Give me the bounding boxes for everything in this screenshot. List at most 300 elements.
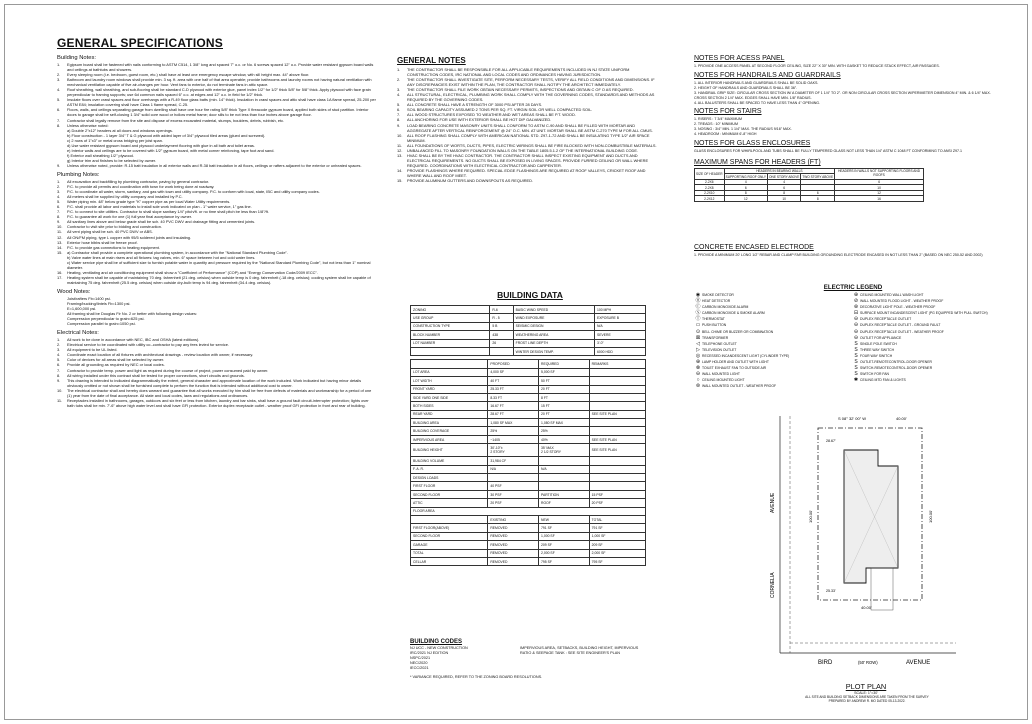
table-cell: FIRST FLOOR xyxy=(411,482,488,490)
glass-title: NOTES FOR GLASS ENCLOSURES xyxy=(694,140,811,148)
table-row xyxy=(411,515,646,523)
legend-symbol-icon: S xyxy=(854,346,858,353)
legend-label: SURFACE MOUNT INCANDESCENT LIGHT (PG EQUIPPED WITH PULL SWITCH) xyxy=(860,311,988,316)
legend-symbol-icon: Ⓒ xyxy=(695,304,701,311)
note-number: 8. xyxy=(397,117,401,123)
table-row xyxy=(411,474,646,482)
note-number: 4. xyxy=(57,194,61,200)
table-cell: 50 FT xyxy=(539,377,590,385)
legend-label: TELEVISION OUTLET xyxy=(702,347,737,352)
table-cell: TOTAL xyxy=(411,549,488,557)
table-cell: 1,080 SF MAX xyxy=(539,419,590,427)
legend-symbol-icon: ⊛ xyxy=(853,304,859,311)
note-text: P.C. to connect to site utilities. Contractor to shall slope sanitary 1/4" pitch/ft. or no time shall pitch be less than 1/8"/ft. xyxy=(67,209,269,215)
table-cell: 8 xyxy=(801,196,835,202)
table-cell: R - 5 xyxy=(490,314,513,322)
list-text: E=1,600,000 psi. xyxy=(67,306,97,312)
table-cell: 2-2X12 xyxy=(695,196,725,202)
building-codes-title: BUILDING CODES xyxy=(410,639,463,645)
table-cell: USE GROUP xyxy=(411,314,490,322)
table-cell xyxy=(589,457,645,465)
note-text: Receptacles installed in bathrooms, garages, outdoors and six feet or less from kitchen, laundry and bar sinks, shall have a ground fault circuit-interrupter protection; lights over bath tubs shall be min. 7'-6" above high water level and shall have GFI protection. Exterior duplex receptacle outlet - weather proof GFI protection in front and rear of building. xyxy=(67,397,369,408)
list-text: Joist/rafters Fb=1400 psi. xyxy=(67,295,111,301)
table-cell xyxy=(589,419,645,427)
note-number: 1. xyxy=(57,178,61,184)
legend-symbol-icon: S xyxy=(854,340,858,347)
note-text: Roof sheathing, wall sheathing, and sub-flooring shall be standard C-D plywood with exterior glue, panel index 1/2" for 1/2" thick 5/8" for 5/8" thick. Apply plywood with face grain perpendicular to framing supports; use 6d common nails spaced 6" o.c. at edges and 12" o.c. in field for 1/2" thick. xyxy=(67,87,371,98)
note-item xyxy=(57,398,377,408)
table-cell: 2,000 SF xyxy=(589,549,645,557)
note-item xyxy=(397,67,659,77)
table-cell: 20 FT xyxy=(539,385,590,393)
legend-symbol-icon: ◎ xyxy=(695,352,701,359)
table-cell: LOT NUMBER xyxy=(411,339,490,347)
note-text: THE CONTRACTOR SHALL FILE WORK OBTAIN NECESSARY PERMITS, INSPECTIONS AND OBTAIN C OF O AS REQUIRED. xyxy=(407,87,634,93)
table-cell: 10 xyxy=(768,196,801,202)
table-cell: 791 SF xyxy=(539,524,590,532)
note-number: 2. xyxy=(397,77,401,83)
legend-label: RECESSED INCANDESCENT LIGHT (CYLINDER TYPE) xyxy=(702,353,790,358)
legend-symbol-icon: S xyxy=(854,371,858,378)
table-cell: 8 xyxy=(768,190,801,196)
note-number: 5. xyxy=(397,102,401,108)
note-text: Coordinate exact location of all fixtures with architectural drawings - review location with owner, if necessary. xyxy=(67,352,254,358)
table-cell: BUILDING HEIGHT xyxy=(411,444,488,457)
note-text: d) Use water resistant gypsum board and plywood underlayment flooring with glue in all bath and toilet areas. xyxy=(67,142,255,148)
general-specifications-title: GENERAL SPECIFICATIONS xyxy=(57,36,223,50)
legend-label: SMOKE DETECTOR xyxy=(702,293,734,297)
front-setback: 25.33' xyxy=(826,589,836,593)
headers-col-not-supporting: HEADERS IN WALLS NOT SUPPORTING FLOORS AND ROOFS xyxy=(835,168,924,179)
table-cell: REMOVED xyxy=(488,549,539,557)
note-text: Contractor shall legally remove from the site and dispose of excess excavated material, stumps, boulders, debris, rubbish, etc. xyxy=(67,117,285,123)
table-cell: SIDE YARD ONE SIDE xyxy=(411,393,488,401)
note-text: P.C. to guarantee all work for one (1) full year final acceptance by owner. xyxy=(67,214,192,220)
table-cell: 209 SF xyxy=(589,541,645,549)
table-cell: 6 xyxy=(768,185,801,191)
legend-label: THERMOSTAT xyxy=(702,317,725,322)
table-cell: FIRST FLOOR(ABOVE) xyxy=(411,524,488,532)
table-cell: 1,080 SF MAX xyxy=(488,419,539,427)
table-cell: SEE SITE PLAN xyxy=(589,444,645,457)
legend-symbol-icon: ⊟ xyxy=(853,310,859,317)
table-row xyxy=(411,427,646,435)
stairs-list xyxy=(694,117,994,137)
list-item: NSPC/2021 xyxy=(410,656,431,660)
note-number: 2. xyxy=(57,184,61,190)
electrical-notes-list xyxy=(57,337,377,408)
table-cell: 25% xyxy=(488,427,539,435)
stairs-title: NOTES FOR STAIRS xyxy=(694,108,762,116)
legend-symbol-icon: Ⓣ xyxy=(695,316,701,323)
table-row xyxy=(411,532,646,540)
table-cell: BOTH SIDES xyxy=(411,402,488,410)
electrical-notes-title: Electrical Notes: xyxy=(57,330,99,337)
table-cell xyxy=(411,347,490,355)
list-item: 4. ALL BALUSTERS SHALL BE SPACED TO HAVE LESS THAN 4" OPENING. xyxy=(694,100,821,105)
table-row xyxy=(411,524,646,532)
note-number: 9. xyxy=(57,377,61,383)
legend-label: WALL MOUNTED FLOOD LIGHT - WEATHER PROOF xyxy=(860,299,944,304)
table-cell: BUILDING AREA xyxy=(411,419,488,427)
side-street-label-2: AVENUE xyxy=(770,492,776,513)
table-cell: 2,000 SF xyxy=(539,549,590,557)
table-cell: 20 PSF xyxy=(488,499,539,507)
table-row xyxy=(411,419,646,427)
table-cell: SEVERE xyxy=(594,331,645,339)
headers-col-size: SIZE OF HEADER xyxy=(695,168,725,179)
table-cell: TOTAL xyxy=(589,515,645,523)
wood-notes-title: Wood Notes: xyxy=(57,288,91,295)
note-text: All sanitary lines above and below grade shall be sch. 40 PVC DWV and drainage fitting and cemented joints. xyxy=(67,219,256,225)
note-text: ALL FOUNDATIONS OF WORTS, DUCTS, PIPES, ELECTRIC WIRINGS SHALL BE FIRE BLOCKED WITH NON-COMBUSTIBLE MATERIALS. xyxy=(407,142,657,148)
legend-symbol-icon: ⊖ xyxy=(853,328,859,335)
building-data xyxy=(410,287,650,677)
note-item xyxy=(397,153,659,168)
table-cell: REAR YARD xyxy=(411,410,488,418)
table-cell: 1,000 SF xyxy=(539,532,590,540)
list-text: Compression parallel to grain=1050 psi. xyxy=(67,321,136,327)
legend-label: FOUR WAY SWITCH xyxy=(860,353,893,358)
table-cell: F. A. R. xyxy=(411,465,488,473)
table-cell: 3'-0" xyxy=(594,339,645,347)
table-cell: 6 xyxy=(835,179,924,185)
note-number: 5. xyxy=(57,357,61,363)
note-text: ALL ROOF FLASHING SHALL COMPLY WITH AMERICAN NATIONAL STD. Z97-1-72 AND SHALL BE INSULATING TYPE 1/2" AIR SPACE MINIMUM. xyxy=(407,132,650,143)
note-item xyxy=(397,77,659,87)
driveway xyxy=(871,568,893,610)
note-number: 12. xyxy=(397,147,403,153)
note-number: 7. xyxy=(57,367,61,373)
note-item xyxy=(57,275,377,285)
legend-symbol-icon: ▭ xyxy=(695,322,701,329)
legend-label: SWITCH FOR FAN xyxy=(860,372,890,377)
table-cell: N/A xyxy=(594,322,645,330)
design-loads-rows xyxy=(411,482,646,507)
table-cell: 20 PSF xyxy=(589,499,645,507)
note-text: THE CONTRACTOR SHALL INVESTIGATE SITE, PERFORM NECESSARY TESTS, VERIFY ALL FIELD CONDITIONS AND DIMENSIONS. IF ANY DISCREPANCIES EXIST WITHIN THE PLAN, THE CONTRACTOR SHALL NOTIFY THE ARCHITECT IMMEDIATELY. xyxy=(407,77,655,88)
note-number: 5. xyxy=(57,199,61,205)
legend-symbol-icon: ▷ xyxy=(696,346,700,353)
note-number: 15. xyxy=(397,178,403,184)
table-cell: 4 xyxy=(724,179,767,185)
list-text: Framing/bucking/lintels Fb=1300 psi. xyxy=(67,301,131,307)
legend-label: CEILING MOUNTED LIGHT xyxy=(702,378,745,383)
note-text: Provide all grounding as required by NEC or local codes. xyxy=(67,362,165,368)
table-cell: GARAGE xyxy=(411,541,488,549)
note-item xyxy=(397,123,659,133)
table-cell: 40 FT xyxy=(488,377,539,385)
note-text: PROVIDE ALUMINUM GUTTERS AND DOWNSPOUTS AS REQUIRED. xyxy=(407,178,534,184)
top-dimension-2: 40.00' xyxy=(896,416,907,421)
note-text: Bathroom and laundry room windows shall provide min. 3 sq. ft. area with one half of that area operable; provide bathrooms and laundry rooms not having natural ventilation with mechanical ventilation capable of five air-changes per hour. Vent fans to exterior, do not terminate fans in attic space. xyxy=(67,77,372,88)
building-codes-side-note: IMPERVIOUS AREA, SETBACKS, BUILDING HEIGHT, IMPERVIOUS RATIO & SEEPAGE TANK : SEE SITE ENGINEER'S PLAN xyxy=(520,646,639,655)
legend-label: DUPLEX RECEPTACLE OUTLET xyxy=(860,317,912,322)
table-cell: 30'-10"± 2 STORY xyxy=(488,444,539,457)
legend-label: WALL MOUNTED OUTLET - WEATHER PROOF xyxy=(702,384,777,389)
legend-label: DECORATIVE LIGHT POLE - WEATHER PROOF xyxy=(860,305,936,310)
note-number: 13. xyxy=(57,239,63,245)
table-row xyxy=(411,465,646,473)
table-cell: REQUIRED xyxy=(539,360,590,368)
note-number: 4. xyxy=(57,87,61,93)
note-text: All wiring installed under this contract shall be tested for proper connections, short circuits and grounds. xyxy=(67,372,245,378)
headers-sub-one-story: ONE STORY ABOVE xyxy=(769,174,800,179)
note-text: All meters shall be supplied by utility company and installed by P.C. xyxy=(67,194,183,200)
table-cell: 40% xyxy=(539,435,590,443)
note-text: P.C. to coordinate all water, storm, sanitary, and gas with town and utility company. P.C. to conform with local, state, IBC and utility company codes. xyxy=(67,189,320,195)
building-data-rows xyxy=(411,368,646,482)
table-cell xyxy=(411,515,488,523)
note-text: All excavation and backfilling by plumbing contractor, paving by general contractor. xyxy=(67,178,210,184)
rear-setback: 28.67' xyxy=(826,439,836,443)
table-cell: SECOND FLOOR xyxy=(411,490,488,498)
table-row xyxy=(411,541,646,549)
legend-symbol-icon: Ⓢ xyxy=(695,310,701,317)
note-text: a) Contractor shall provide a complete operational plumbing system, in accordance with the "National Standard Plumbing Code". xyxy=(67,249,288,255)
table-cell: PROPOSED xyxy=(488,360,539,368)
floor-area-header xyxy=(411,515,646,523)
note-text: SOIL BEARING CAPACITY ASSUMED 2 TONS PER SQ. FT. VIRGIN SOIL OR WELL COMPACTED SOIL. xyxy=(407,107,593,113)
plumbing-notes-list xyxy=(57,179,377,285)
list-item: 1. RISERS : 7 3/4" MAXIMUM xyxy=(694,117,743,122)
table-cell: WINTER DESIGN TEMP. xyxy=(513,347,594,355)
right-dimension: 100.00' xyxy=(928,510,933,523)
note-text: c) 2 rows of 1"x3" or metal cross bridging per joist span. xyxy=(67,137,163,143)
handrails-list xyxy=(694,81,994,106)
electric-legend xyxy=(694,281,1012,399)
table-cell: BUILDING VOLUME xyxy=(411,457,488,465)
legend-label: TOILET EXHAUST FAN TO OUTSIDE AIR xyxy=(702,366,767,371)
table-cell: N/A xyxy=(539,465,590,473)
legend-symbol-icon: ◁ xyxy=(696,340,700,347)
table-row xyxy=(411,482,646,490)
table-row xyxy=(411,499,646,507)
legend-symbol-icon: ⊖ xyxy=(695,371,701,378)
note-text: ALL WOOD STRUCTURES EXPOSED TO WEATHER AND WET AREAS SHALL BE P.T. WOOD. xyxy=(407,112,576,118)
note-item xyxy=(57,163,377,168)
legend-symbol-icon: Ⓗ xyxy=(695,298,701,305)
note-text: LOAD BEARING CONCRETE MASONRY UNITS SHALL CONFORM TO ASTM C-90 AND SHALL BE FILLED WITH MORTAR AND AGGREGATE AFTER VERTICAL REINFORCEMENT @ 24" O.C. MIN. AT UNIT. MORTAR SHALL BE ASTM C-270 TYPE M FOR ALL CMUS. xyxy=(407,122,653,133)
table-row xyxy=(411,347,646,355)
table-cell: BUILDING COVERAGE xyxy=(411,427,488,435)
note-text: Water piping min. 48" below grade type "K" copper pipe as per local Water Utility requirements. xyxy=(67,199,231,205)
table-row xyxy=(411,393,646,401)
table-cell: 8.33 FT xyxy=(488,393,539,401)
note-text: All ON/FM piping, type L copper with 95/5 soldered joints and insulating. xyxy=(67,234,191,240)
table-cell: EXISTING xyxy=(488,515,539,523)
legend-label: WALL MOUNTED LIGHT xyxy=(702,372,740,377)
note-text: UNBALANCED FILL TO MASONRY FOUNDATION WALLS ON THE TABLE 1805.5.1.2 OF THE INTERNATIONAL BUILDING CODE. xyxy=(407,147,639,153)
table-cell: 791 SF xyxy=(589,524,645,532)
table-cell: 31,984 CF xyxy=(488,457,539,465)
avenue-name: AVENUE xyxy=(906,660,931,666)
floor-area-title-row xyxy=(411,507,646,515)
legend-label: CARBON MONOXIDE ALARM xyxy=(702,305,749,310)
table-cell: DESIGN LOADS xyxy=(411,474,488,482)
headers-col-bearing: HEADERS IN BEARING WALLS xyxy=(724,168,835,174)
street-row: (50' ROW) xyxy=(858,660,878,665)
table-cell: FROST LINE DEPTH xyxy=(513,339,594,347)
wood-notes-list xyxy=(57,296,377,326)
table-cell: 2-2X10 xyxy=(695,190,725,196)
legend-symbol-icon: ⊖ xyxy=(853,322,859,329)
note-text: All work to be done in accordance with NEC, IBC and OSHA (latest editions). xyxy=(67,337,200,343)
table-cell: ~1405 xyxy=(488,435,539,443)
note-text: HVAC SHALL BE BY THE HVAC CONTRACTOR. THE CONTRACTOR SHALL INSPECT EXISTING EQUIPMENT AND DUCTS AND ELECTRICAL REQUIREMENTS. NO DUCTS SHALL BE EXPOSED IN LIVING SPACES. PROVIDE FURRED CEILING OR WALL WHERE REQUIRED. COORDINATIONS WITH ELECTRICAL CONTRACTOR AND CARPENTER. xyxy=(407,152,649,168)
electric-legend-title: ELECTRIC LEGEND xyxy=(823,284,883,291)
note-text: e) Interior walls and ceilings are to be covered with 1/2" gypsum board, with metal corner reinforcing, tape foot and sand. xyxy=(67,147,275,153)
note-number: 7. xyxy=(397,112,401,118)
building-data-title: BUILDING DATA xyxy=(497,290,563,300)
note-number: 5. xyxy=(57,97,61,103)
table-cell: BLOCK NUMBER xyxy=(411,331,490,339)
note-text: PROVIDE FLASHINGS WHERE REQUIRED. SPECIAL EDGE FLASHINGS ARE REQUIRED AT ROOF VALLEYS, CRICKET ROOF AND WHERE WALL AND ROOF MEET. xyxy=(407,167,646,178)
note-text: Unless otherwise noted: xyxy=(67,122,109,128)
concrete-text: 1. PROVIDE A MINIMUM 20' LONG 1/2" REBAR AND CLAMP FAR BUILDING GROUNDING ELECTRODE ENCASED IN NOT LESS THAN 2" (BASED ON NEC 250-52 AND 2002) xyxy=(694,253,983,257)
building-codes xyxy=(410,636,660,706)
table-cell xyxy=(589,377,645,385)
legend-label: DUPLEX RECEPTACLE OUTLET - WEATHER PROOF xyxy=(860,329,944,334)
note-number: 10. xyxy=(397,132,403,138)
plot-plan-title: PLOT PLAN xyxy=(845,682,887,691)
table-cell: CELLAR xyxy=(411,557,488,565)
note-number: 17. xyxy=(57,274,63,280)
table-cell: SEISMIC DESIGN xyxy=(513,322,594,330)
table-cell: CONSTRUCTION TYPE xyxy=(411,322,490,330)
table-row xyxy=(411,444,646,457)
note-text: ALL ANCHORING FOR USE WITH EXTERIOR SHALL BE HOT DIP GALVANIZED. xyxy=(407,117,552,123)
table-row xyxy=(411,557,646,565)
note-text: Floors, walls, and ceilings separating garage from dwelling shall have one hour fire rating 5/8" thick Type X fireacode gypsum board, applied both sides of stud partition. Interior doors to garage shall be self-closing 1 3/4" solid core wood or hollow metal frame; door sills to be not less than four inches above garage floor. xyxy=(67,107,369,118)
legend-symbol-icon: S xyxy=(854,365,858,372)
table-row xyxy=(411,306,646,314)
general-specifications xyxy=(57,36,377,706)
table-cell xyxy=(589,465,645,473)
note-number: 10. xyxy=(57,224,63,230)
note-number: 14. xyxy=(397,167,403,173)
floor-area-title: FLOOR AREA xyxy=(411,507,646,515)
note-item xyxy=(57,97,377,107)
note-text: f) Exterior wall sheathing 1/2" plywood. xyxy=(67,152,134,158)
note-number: 9. xyxy=(57,219,61,225)
note-text: Heating, ventilating and air conditioning equipment shall show a "Coefficient of Performance" (COP) and "Energy Conservation Code/2009 IECC". xyxy=(67,269,318,275)
general-notes xyxy=(397,53,659,253)
list-item: 3. NOSING : 3/4" MIN. 1 1/4" MAX. THE RADIUS 9/16" MAX. xyxy=(694,127,792,132)
table-row xyxy=(411,368,646,376)
note-item xyxy=(57,87,377,97)
note-number: 12. xyxy=(57,234,63,240)
table-row xyxy=(411,322,646,330)
note-text: P.C. to provide all permits and coordination with town for work being done at roadway. xyxy=(67,184,215,190)
note-text: Insulate floors over crawl spaces and floor overhangs with a R-49 floor glass batts (min. 14" thick). Insulation in crawl spaces and attic shall have class 1A flame spread, 25-200 per ASTM E84; insulation covering shall have Class 1 flame spread, C-25. xyxy=(67,97,376,108)
table-cell xyxy=(589,385,645,393)
handrails-title: NOTES FOR HANDRAILS AND GUARDRAILS xyxy=(694,71,841,79)
note-text: c) Water service pipe shall be of sufficient size to furnish potable water in quantity and pressure required by the "National Standard Plumbing Code", but not less than 1" nominal diameter. xyxy=(67,259,371,270)
table-cell: 795 SF xyxy=(539,557,590,565)
legend-symbol-icon: ⊖ xyxy=(853,334,859,341)
table-cell: REMOVED xyxy=(488,541,539,549)
table-cell: LOT AREA xyxy=(411,368,488,376)
table-row xyxy=(411,490,646,498)
note-item xyxy=(57,77,377,87)
note-number: 2. xyxy=(57,72,61,78)
legend-label: SWITCH-REMOTECONTROL-DOOR OPENER xyxy=(860,366,933,371)
table-row xyxy=(411,339,646,347)
list-item: NJ UCC - NEW CONSTRUCTION xyxy=(410,646,468,650)
plot-plan-drawing xyxy=(766,398,966,710)
note-text: b) Valve water lines at main risers and all fixtures: tag valves, min. 6" space between hot and cold water lines. xyxy=(67,254,256,260)
floor-area-rows xyxy=(411,524,646,566)
street-name: BIRD xyxy=(818,660,833,666)
table-cell: 2-2X8 xyxy=(695,185,725,191)
table-row xyxy=(411,385,646,393)
table-row xyxy=(411,314,646,322)
list-item: NEC/2020 xyxy=(410,661,428,665)
note-number: 9. xyxy=(397,122,401,128)
table-cell: 25% xyxy=(539,427,590,435)
table-cell: REMOVED xyxy=(488,557,539,565)
note-number: 2. xyxy=(57,342,61,348)
table-row xyxy=(411,360,646,368)
note-item xyxy=(57,378,377,388)
legend-label: CEILING MTD FAN & LIGHTS xyxy=(860,378,906,383)
table-cell: 5,000 SF xyxy=(539,368,590,376)
legend-symbol-icon: S xyxy=(854,352,858,359)
table-cell: 16.67 FT xyxy=(488,402,539,410)
top-dimension: S 08° 32' 00" W xyxy=(838,416,867,421)
legend-symbol-icon: ⊕ xyxy=(695,359,701,366)
legend-symbol-icon: ◉ xyxy=(695,292,701,298)
note-item xyxy=(57,388,377,398)
headers-sub-two-story: TWO STORY ABOVE xyxy=(802,174,834,179)
note-number: 6. xyxy=(57,107,61,113)
table-cell: LOT WIDTH xyxy=(411,377,488,385)
table-row xyxy=(411,435,646,443)
list-item: 3. HANDRAIL GRIP SIZE: CIRCULAR CROSS SECTION W/ A DIAMETER OF 1 1/4" TO 2". OR NON CIRCULAR CROSS SECTION W/PERIMETER DIMENSION 4" MIN. & 6 1/4" MAX. CROSS SECTION 2 1/4" MAX. EDGES SHALL HAVE MIN. 1/8" RADIUS. xyxy=(694,90,991,100)
note-text: Exterior hose bibbs shall be freeze proof. xyxy=(67,239,138,245)
bottom-dimension: 40.00' xyxy=(861,605,872,610)
table-cell: 4,000 SF xyxy=(488,368,539,376)
table-cell: ROOF xyxy=(539,499,590,507)
plot-plan-scale: SCALE: 1"=30' xyxy=(854,691,878,695)
table-cell xyxy=(539,457,590,465)
table-cell: 6 xyxy=(801,190,835,196)
legend-label: SINGLE POLE SWITCH xyxy=(860,341,897,346)
note-text: g) Interior trim and finishes to be selected by owner. xyxy=(67,157,157,163)
table-cell: ATTIC xyxy=(411,499,488,507)
headers-title: MAXIMUM SPANS FOR HEADERS (FT) xyxy=(694,158,821,166)
note-number: 10. xyxy=(57,387,63,393)
legend-label: TELEPHONE OUTLET xyxy=(702,341,737,346)
note-number: 7. xyxy=(57,117,61,123)
note-text: Egipsum board shall be fastened with nails conforming to ASTM C514, 1 3/8" long and spaced 7" o.c. or No. 6 screws spaced 12" o.c. Provide water resistant gypsum board walls and ceilings at bathtubs and showers. xyxy=(67,62,374,73)
indent xyxy=(57,321,67,326)
access-panel-text: 1. PROVIDE ONE ACCESS PANEL AT SECOND FLOOR CEILING, SIZE 22" X 30" MIN. WITH GASKET TO REDUCE STACK EFFECT, AIR PASSAGES. xyxy=(694,64,940,68)
headers-sub-roof-only: SUPPORTING ROOF ONLY xyxy=(725,174,767,179)
legend-label: TRANSFORMER xyxy=(702,335,729,340)
list-item: 4. HEADROOM : MINIMUM 6'-8" HIGH xyxy=(694,132,757,137)
table-cell: 6000 HDD xyxy=(594,347,645,355)
table-cell: 795 SF xyxy=(589,557,645,565)
note-number: 3. xyxy=(57,347,61,353)
table-cell: 6 xyxy=(724,185,767,191)
table-cell: 4 xyxy=(768,179,801,185)
note-number: 3. xyxy=(57,189,61,195)
table-cell: 5 B xyxy=(490,322,513,330)
table-cell: WIND EXPOSURE xyxy=(513,314,594,322)
table-cell: 8 FT xyxy=(539,393,590,401)
